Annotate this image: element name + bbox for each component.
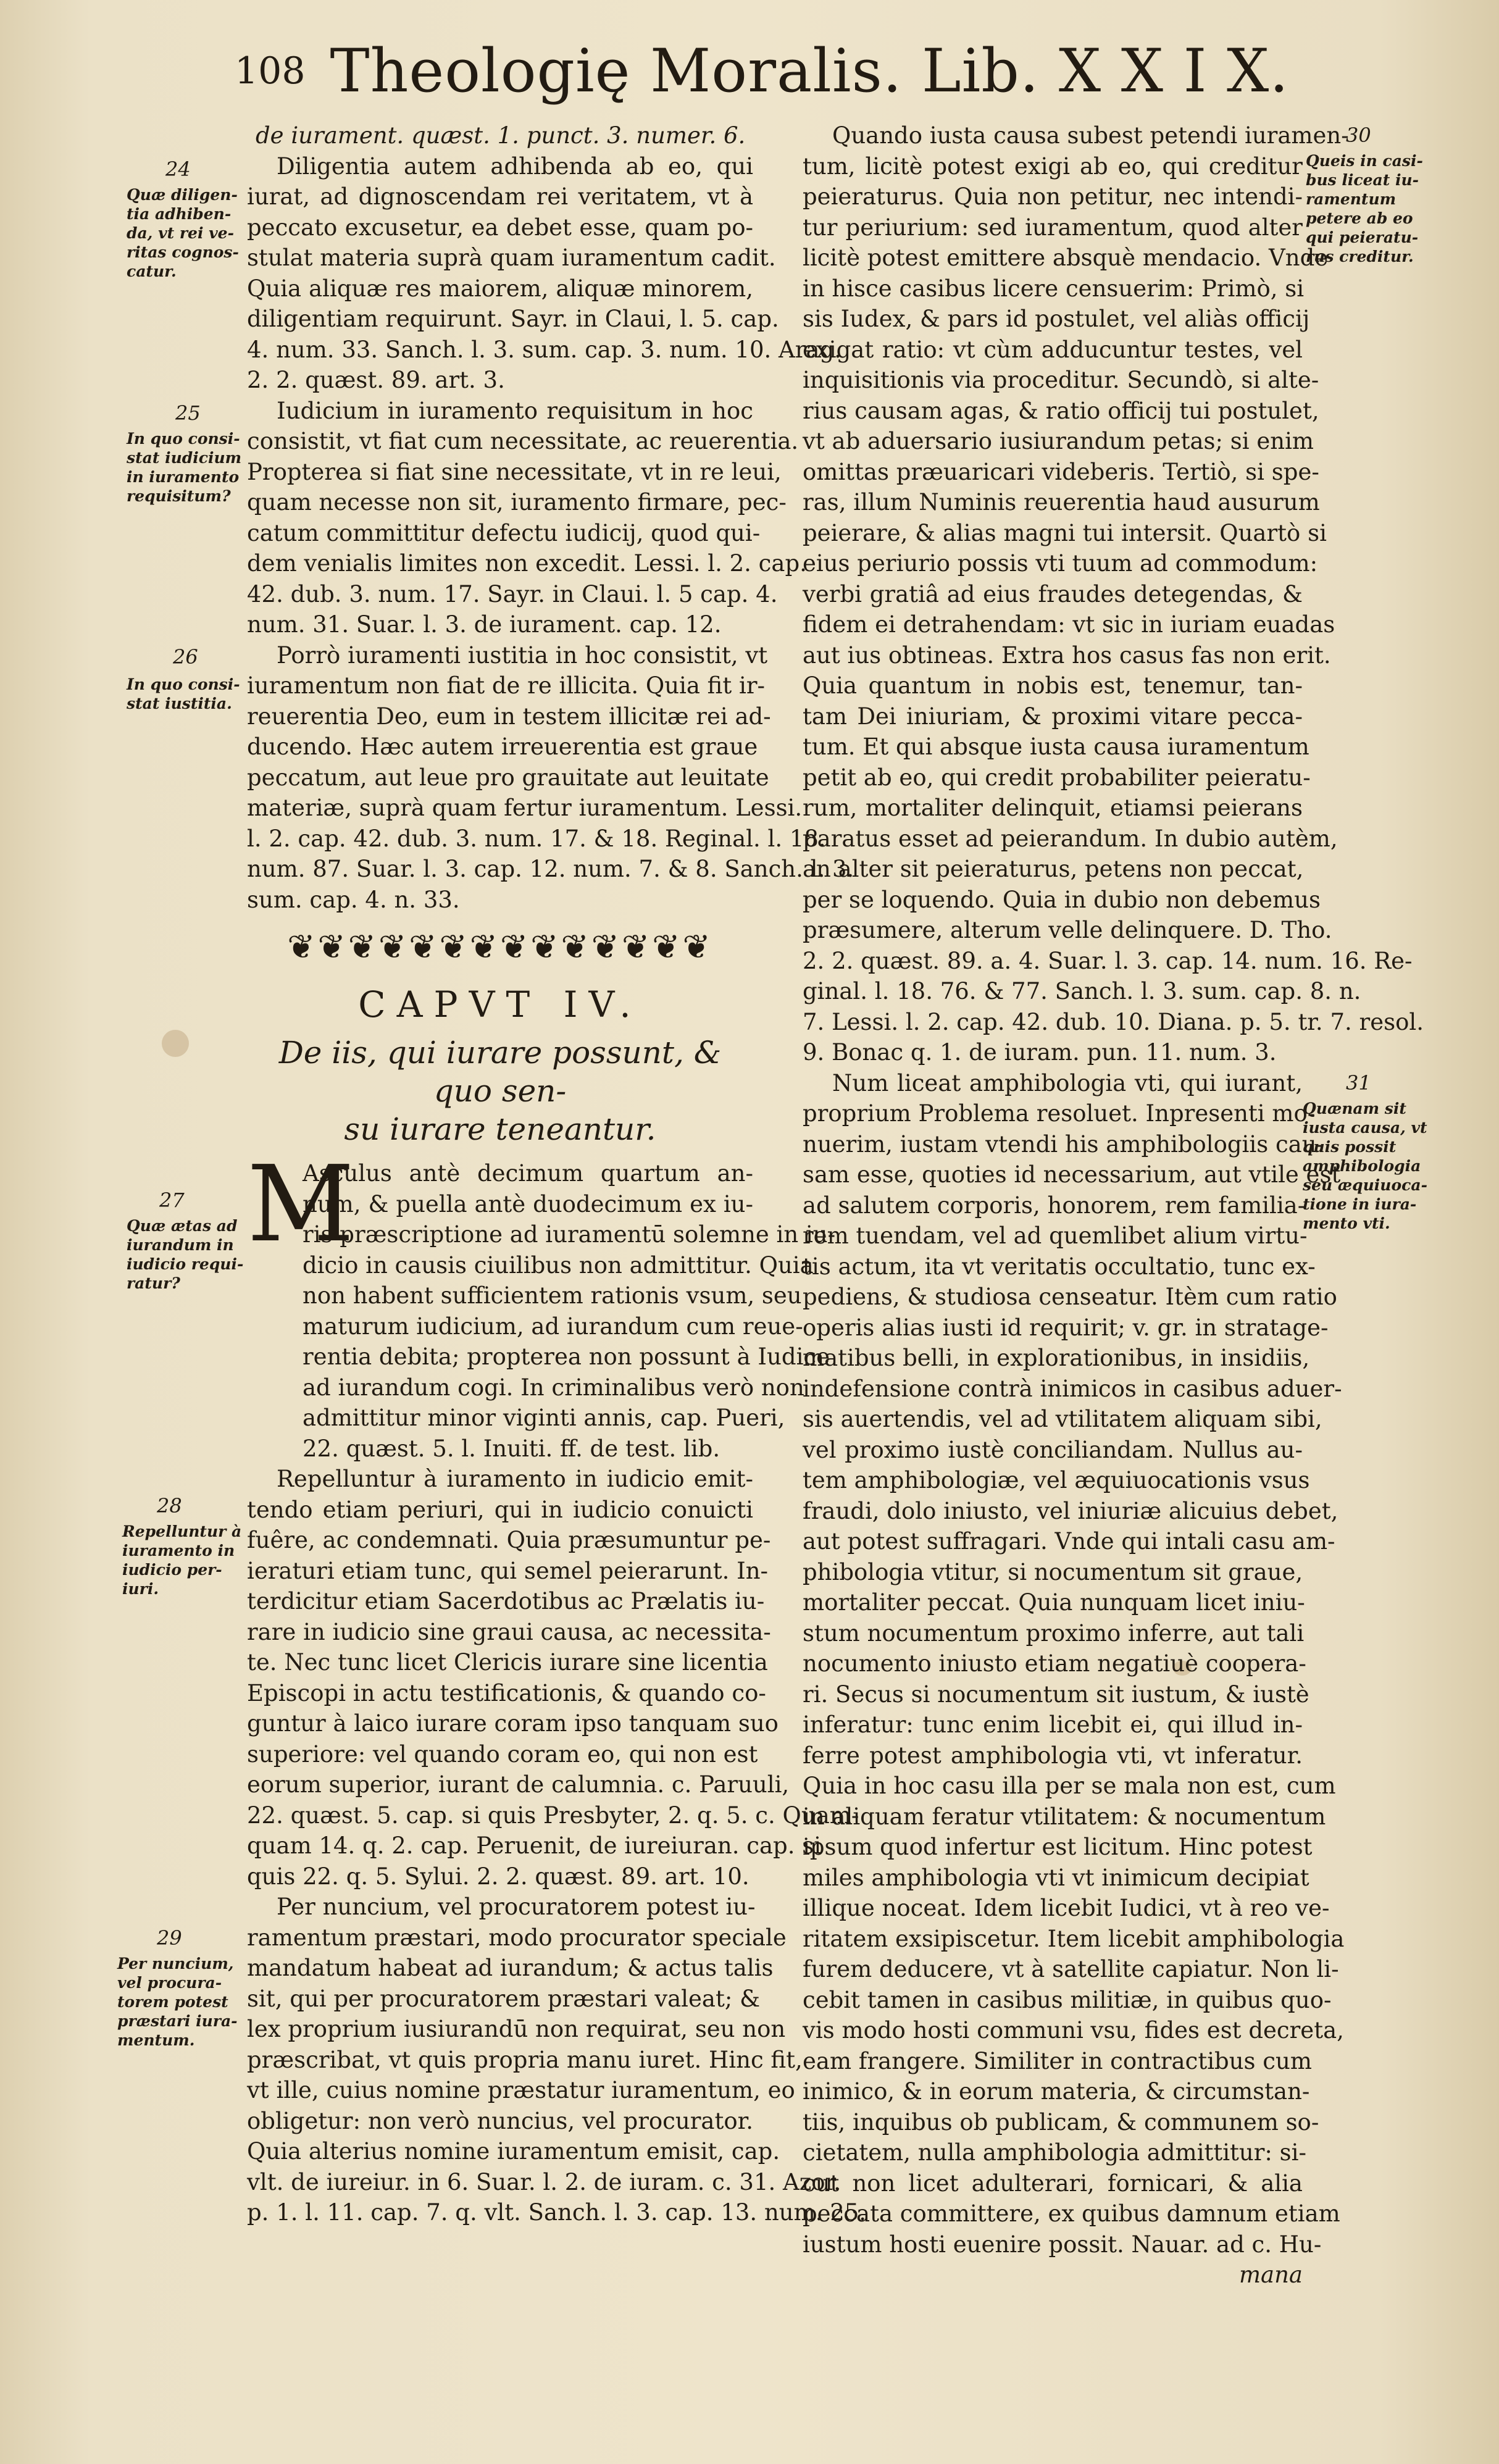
text-line: matibus belli, in explorationibus, in insidiis, bbox=[803, 1345, 1310, 1371]
text-line: ritatem exsipiscetur. Item licebit amphibologia bbox=[803, 1925, 1345, 1952]
text-line: terdicitur etiam Sacerdotibus ac Prælatis iu- bbox=[247, 1588, 765, 1614]
text-line: præsumere, alterum velle delinquere. D. Tho. bbox=[803, 917, 1332, 943]
text-line: fuêre, ac condemnati. Quia præsumuntur pe- bbox=[247, 1527, 771, 1553]
marginal-note: Quæ ætas ad iurandum in iudicio requi-ratur? bbox=[127, 1217, 244, 1292]
printers-ornament-band: ❦❦❦❦❦❦❦❦❦❦❦❦❦❦ bbox=[287, 927, 713, 967]
chapter-title-line: De iis, qui iurare possunt, & quo sen- bbox=[278, 1035, 722, 1109]
text-line: 42. dub. 3. num. 17. Sayr. in Claui. l. 5 cap. 4. bbox=[247, 580, 778, 608]
text-line: num. 31. Suar. l. 3. de iurament. cap. 12. bbox=[247, 611, 722, 638]
text-line: 9. Bonac q. 1. de iuram. pun. 11. num. 3. bbox=[803, 1039, 1277, 1066]
text-line: ramentum præstari, modo procurator speciale bbox=[247, 1924, 787, 1951]
text-line: Propterea si fiat sine necessitate, vt in re leui, bbox=[247, 458, 782, 485]
text-line: num. 87. Suar. l. 3. cap. 12. num. 7. & 8. Sanch. l. 3. bbox=[247, 856, 854, 882]
text-line: pediens, & studiosa censeatur. Itèm cum ratio bbox=[803, 1284, 1337, 1310]
text-line: 7. Lessi. l. 2. cap. 42. dub. 10. Diana. p. 5. tr. 7. resol. bbox=[803, 1008, 1424, 1035]
marginal-note: Queis in casi-bus liceat iu-ramentum petere ab eo qui peieratu-rus creditur. bbox=[1306, 152, 1423, 265]
text-line: omittas præuaricari videberis. Tertiò, si spe- bbox=[803, 458, 1319, 485]
text-line: rius causam agas, & ratio officij tui postulet, bbox=[803, 397, 1319, 424]
text-line: vt ille, cuius nomine præstatur iuramentum, eo bbox=[247, 2077, 795, 2103]
marginal-note: Quænam sit iusta causa, vt quis possit amphibologia seu æquiuoca-tione in iura-mento vti. bbox=[1303, 1100, 1427, 1232]
text-line: 22. quæst. 5. l. Inuiti. ff. de test. lib. bbox=[303, 1435, 720, 1462]
paragraph-number: 24 bbox=[165, 157, 191, 181]
text-line: cebit tamen in casibus militiæ, in quibus quo- bbox=[803, 1986, 1332, 2013]
text-line: dem venialis limites non excedit. Lessi. l. 2. cap. bbox=[247, 550, 807, 577]
catchword: mana bbox=[1238, 2261, 1303, 2288]
text-line: consistit, vt fiat cum necessitate, ac reuerentia. bbox=[247, 428, 799, 454]
text-line: peieraturus. Quia non petitur, nec intendi- bbox=[803, 183, 1303, 210]
text-line: ras, illum Numinis reuerentia haud ausurum bbox=[803, 489, 1320, 516]
text-line: stum nocumentum proximo inferre, aut tali bbox=[803, 1619, 1305, 1647]
text-line: rem tuendam, vel ad quemlibet alium virtu- bbox=[803, 1222, 1308, 1249]
text-line: per se loquendo. Quia in dubio non debemus bbox=[803, 886, 1321, 913]
text-line: ipsum quod infertur est licitum. Hinc potest bbox=[803, 1834, 1313, 1860]
text-line: exigat ratio: vt cùm adducuntur testes, vel bbox=[803, 336, 1303, 363]
initial-paragraph bbox=[247, 1143, 836, 1311]
text-line: an alter sit peieraturus, petens non peccat, bbox=[803, 856, 1304, 882]
text-line: Quia alterius nomine iuramentum emisit, cap. bbox=[247, 2138, 780, 2165]
text-line: vel proximo iustè conciliandam. Nullus au- bbox=[803, 1436, 1303, 1463]
text-line: in aliquam feratur vtilitatem: & nocumentum bbox=[803, 1803, 1326, 1830]
drop-cap-text bbox=[303, 1158, 836, 1311]
text-line: quis 22. q. 5. Sylui. 2. 2. quæst. 89. art. 10. bbox=[247, 1863, 750, 1890]
marginal-note: Quæ diligen-tia adhiben-da, vt rei ve-ritas cognos-catur. bbox=[127, 186, 239, 280]
text-line: tur periurium: sed iuramentum, quod alter bbox=[803, 214, 1303, 241]
text-line: non habent sufficientem rationis vsum, seu bbox=[303, 1282, 802, 1309]
text-line: Quando iusta causa subest petendi iuramen- bbox=[832, 122, 1349, 149]
text-line: fidem ei detrahendam: vt sic in iuriam euadas bbox=[803, 611, 1335, 638]
text-line: Num liceat amphibologia vti, qui iurant, bbox=[832, 1069, 1303, 1096]
left-column bbox=[247, 120, 867, 2228]
text-line: ri. Secus si nocumentum sit iustum, & iustè bbox=[803, 1681, 1309, 1708]
text-line: phibologia vtitur, si nocumentum sit graue, bbox=[803, 1558, 1303, 1585]
text-line: tendo etiam periuri, qui in iudicio conuicti bbox=[247, 1496, 753, 1523]
text-line: materiæ, suprà quam fertur iuramentum. Lessi. bbox=[247, 795, 803, 821]
paragraph-number: 30 bbox=[1346, 123, 1371, 147]
text-line: tam Dei iniuriam, & proximi vitare pecca- bbox=[803, 703, 1303, 730]
text-line: peccata committere, ex quibus damnum etiam bbox=[803, 2200, 1340, 2227]
text-block bbox=[247, 120, 854, 915]
text-block bbox=[247, 1311, 830, 1464]
text-line: indefensione contrà inimicos in casibus aduer- bbox=[803, 1375, 1342, 1402]
text-line: 2. 2. quæst. 89. art. 3. bbox=[247, 367, 505, 393]
paragraph-number: 31 bbox=[1346, 1071, 1371, 1095]
text-line: inimico, & in eorum materia, & circumstan- bbox=[803, 2078, 1310, 2105]
text-line: te. Nec tunc licet Clericis iurare sine licentia bbox=[247, 1649, 768, 1676]
text-line: Quia quantum in nobis est, tenemur, tan- bbox=[803, 672, 1303, 699]
text-line: Asculus antè decimum quartum an- bbox=[303, 1160, 753, 1187]
text-line: stulat materia suprà quam iuramentum cadit. bbox=[247, 244, 776, 271]
text-line: proprium Problema resoluet. Inpresenti mo- bbox=[803, 1100, 1316, 1127]
text-line: quam necesse non sit, iuramento firmare, pec- bbox=[247, 489, 787, 516]
text-line: ieraturi etiam tunc, qui semel peierarunt. In- bbox=[247, 1557, 769, 1584]
page-number: 108 bbox=[235, 49, 306, 93]
text-line: verbi gratiâ ad eius fraudes detegendas, & bbox=[803, 580, 1303, 608]
paragraph-number: 29 bbox=[157, 1926, 182, 1950]
text-line: cut non licet adulterari, fornicari, & alia bbox=[803, 2170, 1303, 2197]
text-line: miles amphibologia vti vt inimicum decipiat bbox=[803, 1864, 1309, 1891]
text-line: obligetur: non verò nuncius, vel procurator. bbox=[247, 2107, 753, 2134]
text-line: ad salutem corporis, honorem, rem familia- bbox=[803, 1192, 1306, 1219]
text-line: Repelluntur à iuramento in iudicio emit- bbox=[277, 1466, 753, 1492]
text-line: vis modo hosti communi vsu, fides est decreta, bbox=[803, 2017, 1344, 2044]
text-line: ginal. l. 18. 76. & 77. Sanch. l. 3. sum. cap. 8. n. bbox=[803, 978, 1361, 1004]
text-line: sis Iudex, & pars id postulet, vel aliàs officij bbox=[803, 306, 1310, 332]
text-line: eius periurio possis vti tuum ad commodum: bbox=[803, 550, 1318, 577]
text-line: nuerim, iustam vtendi his amphibologiis cau- bbox=[803, 1130, 1325, 1158]
text-line: 22. quæst. 5. cap. si quis Presbyter, 2. q. 5. c. Quam- bbox=[247, 1802, 859, 1829]
text-line: sis auertendis, vel ad vtilitatem aliquam sibi, bbox=[803, 1406, 1322, 1432]
text-line: Quia aliquæ res maiorem, aliquæ minorem, bbox=[247, 275, 753, 302]
text-line: fraudi, dolo iniusto, vel iniuriæ alicuius debet, bbox=[803, 1497, 1338, 1524]
text-block bbox=[247, 1464, 867, 2228]
text-line: Episcopi in actu testificationis, & quando co- bbox=[247, 1679, 766, 1706]
text-line: p. 1. l. 11. cap. 7. q. vlt. Sanch. l. 3. cap. 13. num. 25. bbox=[247, 2199, 867, 2226]
ink-stain bbox=[162, 1030, 189, 1057]
text-line: eorum superior, iurant de calumnia. c. Paruuli, bbox=[247, 1771, 790, 1798]
text-line: de iurament. quæst. 1. punct. 3. numer. 6. bbox=[256, 122, 746, 149]
text-line: ris præscriptione ad iuramentū solemne in iu- bbox=[303, 1221, 836, 1248]
text-line: Iudicium in iuramento requisitum in hoc bbox=[277, 397, 753, 424]
drop-cap-initial: M bbox=[247, 1143, 355, 1266]
text-line: Diligentia autem adhibenda ab eo, qui bbox=[277, 152, 753, 180]
text-line: peccato excusetur, ea debet esse, quam po- bbox=[247, 214, 753, 241]
text-line: tum, licitè potest exigi ab eo, qui creditur bbox=[803, 152, 1303, 180]
text-line: tum. Et qui absque iusta causa iuramentum bbox=[803, 733, 1309, 760]
text-line: rum, mortaliter delinquit, etiamsi peierans bbox=[803, 795, 1303, 821]
text-line: eam frangere. Similiter in contractibus cum bbox=[803, 2047, 1312, 2074]
text-line: tis actum, ita vt veritatis occultatio, tunc ex- bbox=[803, 1253, 1316, 1280]
paragraph-number: 27 bbox=[159, 1188, 185, 1212]
text-line: furem deducere, vt à satellite capiatur. Non li- bbox=[803, 1956, 1339, 1982]
text-line: lex proprium iusiurandū non requirat, seu non bbox=[247, 2016, 786, 2042]
text-line: petit ab eo, qui credit probabiliter peieratu- bbox=[803, 764, 1311, 791]
text-line: rare in iudicio sine graui causa, ac necessita- bbox=[247, 1618, 771, 1645]
text-line: mortaliter peccat. Quia nunquam licet iniu- bbox=[803, 1589, 1305, 1616]
text-line: dicio in causis ciuilibus non admittitur. Quia bbox=[303, 1251, 814, 1279]
marginal-note: Per nuncium, vel procura-torem potest præstari iura-mentum. bbox=[117, 1955, 238, 2049]
chapter-title bbox=[247, 1034, 753, 1148]
text-line: Porrò iuramenti iustitia in hoc consistit, vt bbox=[277, 641, 768, 669]
text-line: paratus esset ad peierandum. In dubio autèm, bbox=[803, 825, 1338, 852]
text-line: licitè potest emittere absquè mendacio. Vnde bbox=[803, 244, 1329, 271]
text-line: vlt. de iureiur. in 6. Suar. l. 2. de iuram. c. 31. Azor. bbox=[247, 2168, 841, 2195]
chapter-heading: CAPVT IV. bbox=[358, 984, 642, 1026]
text-line: mandatum habeat ad iurandum; & actus talis bbox=[247, 1955, 774, 1981]
text-line: iuramentum non fiat de re illicita. Quia fit ir- bbox=[247, 672, 766, 699]
text-line: tiis, inquibus ob publicam, & communem so- bbox=[803, 2108, 1319, 2136]
text-line: peccatum, aut leue pro grauitate aut leuitate bbox=[247, 764, 769, 791]
text-line: vt ab aduersario iusiurandum petas; si enim bbox=[803, 428, 1314, 454]
text-line: reuerentia Deo, eum in testem illicitæ rei ad- bbox=[247, 703, 771, 730]
paragraph-number: 28 bbox=[157, 1494, 182, 1518]
text-line: inquisitionis via proceditur. Secundò, si alte- bbox=[803, 367, 1319, 393]
text-line: peierare, & alias magni tui intersit. Quartò si bbox=[803, 519, 1327, 546]
text-line: sum. cap. 4. n. 33. bbox=[247, 886, 460, 913]
text-line: inferatur: tunc enim licebit ei, qui illud in- bbox=[803, 1711, 1303, 1738]
text-line: operis alias iusti id requirit; v. gr. in stratage- bbox=[803, 1314, 1329, 1341]
marginal-note: In quo consi-stat iudicium in iuramento requisitum? bbox=[127, 430, 242, 505]
text-line: l. 2. cap. 42. dub. 3. num. 17. & 18. Reginal. l. 18. bbox=[247, 825, 826, 852]
text-line: ferre potest amphibologia vti, vt inferatur. bbox=[803, 1742, 1303, 1769]
marginal-note: In quo consi-stat iustitia. bbox=[127, 675, 240, 712]
text-line: maturum iudicium, ad iurandum cum reue- bbox=[303, 1313, 803, 1340]
text-line: aut ius obtineas. Extra hos casus fas non erit. bbox=[803, 641, 1331, 669]
text-line: num, & puella antè duodecimum ex iu- bbox=[303, 1190, 753, 1217]
paragraph-number: 26 bbox=[173, 645, 198, 669]
text-line: ad iurandum cogi. In criminalibus verò non bbox=[303, 1374, 804, 1401]
text-line: sam esse, quoties id necessarium, aut vtile est bbox=[803, 1161, 1341, 1188]
text-line: 4. num. 33. Sanch. l. 3. sum. cap. 3. num. 10. Arag. bbox=[247, 336, 841, 363]
text-line: superiore: vel quando coram eo, qui non est bbox=[247, 1740, 758, 1768]
text-line: Quia in hoc casu illa per se mala non est, cum bbox=[803, 1773, 1336, 1799]
text-line: Per nuncium, vel procuratorem potest iu- bbox=[277, 1894, 756, 1920]
text-line: 2. 2. quæst. 89. a. 4. Suar. l. 3. cap. 14. num. 16. Re- bbox=[803, 947, 1413, 974]
text-line: tem amphibologiæ, vel æquiuocationis vsus bbox=[803, 1467, 1310, 1493]
text-line: cietatem, nulla amphibologia admittitur: si- bbox=[803, 2139, 1306, 2166]
text-line: admittitur minor viginti annis, cap. Pueri, bbox=[303, 1405, 785, 1431]
text-line: diligentiam requirunt. Sayr. in Claui, l. 5. cap. bbox=[247, 306, 779, 332]
text-line: in hisce casibus licere censuerim: Primò, si bbox=[803, 275, 1305, 302]
text-line: iustum hosti euenire possit. Nauar. ad c. Hu- bbox=[803, 2231, 1322, 2258]
paragraph-number: 25 bbox=[175, 401, 201, 425]
text-line: iurat, ad dignoscendam rei veritatem, vt à bbox=[247, 183, 753, 210]
text-line: ducendo. Hæc autem irreuerentia est graue bbox=[247, 733, 758, 760]
marginal-note: Repelluntur à iuramento in iudicio per-iuri. bbox=[122, 1522, 242, 1598]
text-line: aut potest suffragari. Vnde qui intali casu am- bbox=[803, 1528, 1335, 1555]
running-title: Theologię Moralis. Lib. X X I X. bbox=[330, 36, 1289, 106]
text-line: nocumento iniusto etiam negatiuè coopera- bbox=[803, 1650, 1306, 1677]
text-line: guntur à laico iurare coram ipso tanquam suo bbox=[247, 1710, 779, 1737]
chapter-title-line: su iurare teneantur. bbox=[344, 1111, 656, 1147]
text-line: catum committitur defectu iudicij, quod qui- bbox=[247, 519, 761, 546]
text-line: illique noceat. Idem licebit Iudici, vt à reo ve- bbox=[803, 1895, 1330, 1921]
text-line: rentia debita; propterea non possunt à Iudice bbox=[303, 1343, 830, 1370]
page-header bbox=[235, 25, 1289, 117]
text-line: præscribat, vt quis propria manu iuret. Hinc fit, bbox=[247, 2046, 803, 2073]
text-line: quam 14. q. 2. cap. Peruenit, de iureiuran. cap. si bbox=[247, 1832, 822, 1859]
text-line: sit, qui per procuratorem præstari valeat; & bbox=[247, 1985, 761, 2012]
